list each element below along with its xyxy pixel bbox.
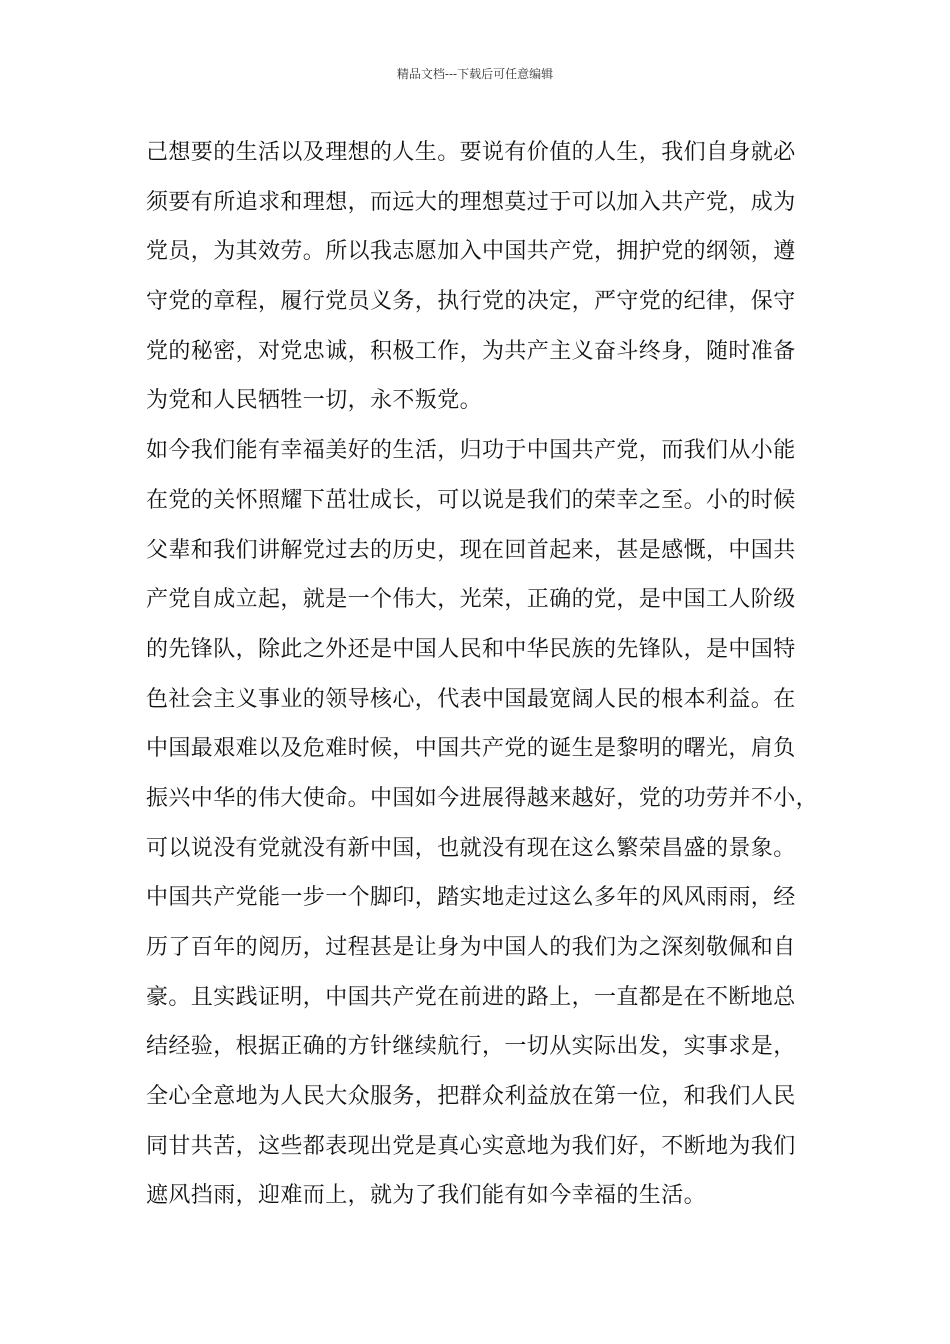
text-line: 振兴中华的伟大使命。中国如今进展得越来越好，党的功劳并不小，: [146, 785, 819, 811]
text-line: 豪。且实践证明，中国共产党在前进的路上，一直都是在不断地总: [146, 984, 796, 1010]
text-line: 中国最艰难以及危难时候，中国共产党的诞生是黎明的曙光，肩负: [146, 736, 796, 762]
text-line: 遮风挡雨，迎难而上，就为了我们能有如今幸福的生活。: [146, 1183, 707, 1209]
text-line: 党员，为其效劳。所以我志愿加入中国共产党，拥护党的纲领，遵: [146, 239, 796, 265]
text-line: 守党的章程，履行党员义务，执行党的决定，严守党的纪律，保守: [146, 289, 796, 315]
text-line: 为党和人民牺牲一切，永不叛党。: [146, 388, 483, 414]
text-line: 己想要的生活以及理想的人生。要说有价值的人生，我们自身就必: [146, 140, 796, 165]
text-line: 色社会主义事业的领导核心，代表中国最宽阔人民的根本利益。在: [146, 686, 796, 712]
text-line: 的先锋队，除此之外还是中国人民和中华民族的先锋队，是中国特: [146, 636, 796, 662]
text-line: 同甘共苦，这些都表现出党是真心实意地为我们好，不断地为我们: [146, 1133, 796, 1159]
paragraph-2: [146, 426, 836, 873]
text-line: 在党的关怀照耀下茁壮成长，可以说是我们的荣幸之至。小的时候: [146, 487, 796, 513]
text-line: 如今我们能有幸福美好的生活，归功于中国共产党，而我们从小能: [146, 438, 796, 464]
text-line: 历了百年的阅历，过程甚是让身为中国人的我们为之深刻敬佩和自: [146, 935, 796, 960]
page-header: 精品文档---下载后可任意编辑: [396, 67, 554, 81]
text-line: 须要有所追求和理想，而远大的理想莫过于可以加入共产党，成为: [146, 189, 796, 215]
text-line: 产党自成立起，就是一个伟大，光荣，正确的党，是中国工人阶级: [146, 587, 796, 613]
text-line: 党的秘密，对党忠诚，积极工作，为共产主义奋斗终身，随时准备: [146, 338, 796, 364]
document-body: [146, 128, 836, 1221]
text-line: 父辈和我们讲解党过去的历史，现在回首起来，甚是感慨，中国共: [146, 537, 796, 563]
paragraph-3: [146, 873, 836, 1221]
paragraph-1: [146, 128, 836, 426]
text-line: 结经验，根据正确的方针继续航行，一切从实际出发，实事求是，: [146, 1034, 796, 1060]
text-line: 全心全意地为人民大众服务，把群众利益放在第一位，和我们人民: [146, 1084, 796, 1110]
text-line: 可以说没有党就没有新中国，也就没有现在这么繁荣昌盛的景象。: [146, 835, 796, 861]
text-line: 中国共产党能一步一个脚印，踏实地走过这么多年的风风雨雨，经: [146, 885, 796, 911]
